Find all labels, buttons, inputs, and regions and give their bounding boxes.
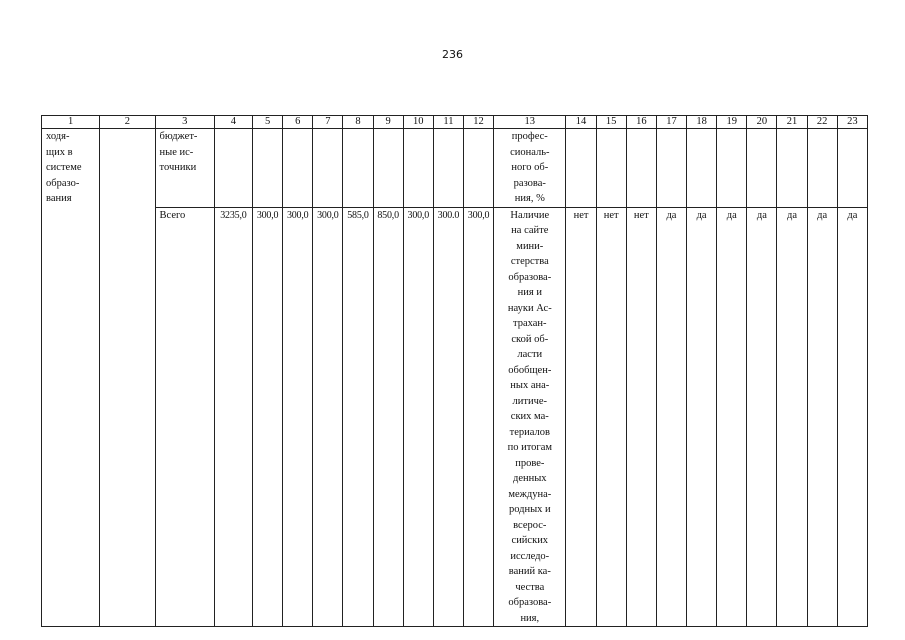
header-cell: 16 [626,116,656,129]
value-cell: 850,0 [373,207,403,627]
header-cell: 19 [717,116,747,129]
value-cell: 585,0 [343,207,373,627]
empty-cell [313,129,343,208]
empty-cell [837,129,867,208]
empty-cell [100,129,155,627]
flag-cell: нет [566,207,596,627]
flag-cell: нет [626,207,656,627]
flag-cell: да [717,207,747,627]
indicators-table [41,115,868,627]
header-cell: 7 [313,116,343,129]
flag-cell: да [777,207,807,627]
empty-cell [777,129,807,208]
indicator-description: Наличие на сайте мини- стерства образова- ния и науки Ас- трахан- ской об- ласти обобщен- ных ана- литиче- ских ма- териалов по итогам прове- денных междуна- родных и всерос- сийских исследо- ваний ка- чества образова- ния, [494,207,566,627]
header-cell: 18 [687,116,717,129]
header-row [42,116,868,129]
value-cell: 300,0 [253,207,283,627]
total-row [42,207,868,627]
page-number: 236 [442,48,463,61]
value-cell: 3235,0 [214,207,252,627]
header-cell: 4 [214,116,252,129]
header-cell: 11 [433,116,463,129]
header-cell: 22 [807,116,837,129]
header-cell: 20 [747,116,777,129]
total-label: Всего [155,207,214,627]
empty-cell [214,129,252,208]
empty-cell [626,129,656,208]
header-cell: 14 [566,116,596,129]
empty-cell [343,129,373,208]
empty-cell [656,129,686,208]
flag-cell: да [837,207,867,627]
value-cell: 300,0 [463,207,493,627]
flag-cell: да [807,207,837,627]
value-cell: 300,0 [283,207,313,627]
header-cell: 5 [253,116,283,129]
header-cell: 3 [155,116,214,129]
funding-sources-row [42,129,868,208]
empty-cell [566,129,596,208]
value-cell: 300.0 [433,207,463,627]
empty-cell [373,129,403,208]
empty-cell [717,129,747,208]
empty-cell [596,129,626,208]
empty-cell [687,129,717,208]
header-cell: 10 [403,116,433,129]
header-cell: 15 [596,116,626,129]
empty-cell [253,129,283,208]
header-cell: 9 [373,116,403,129]
header-cell: 2 [100,116,155,129]
indicator-name-continuation: ходя- щих в системе образо- вания [42,129,100,627]
header-cell: 12 [463,116,493,129]
header-cell: 1 [42,116,100,129]
value-cell: 300,0 [313,207,343,627]
empty-cell [433,129,463,208]
flag-cell: нет [596,207,626,627]
header-cell: 6 [283,116,313,129]
empty-cell [807,129,837,208]
empty-cell [283,129,313,208]
header-cell: 8 [343,116,373,129]
flag-cell: да [747,207,777,627]
indicator-text-continuation: профес- сиональ- ного об- разова- ния, % [494,129,566,208]
budget-sources-label: бюджет- ные ис- точники [155,129,214,208]
header-cell: 21 [777,116,807,129]
header-cell: 13 [494,116,566,129]
flag-cell: да [656,207,686,627]
empty-cell [463,129,493,208]
header-cell: 23 [837,116,867,129]
empty-cell [747,129,777,208]
flag-cell: да [687,207,717,627]
empty-cell [403,129,433,208]
header-cell: 17 [656,116,686,129]
value-cell: 300,0 [403,207,433,627]
